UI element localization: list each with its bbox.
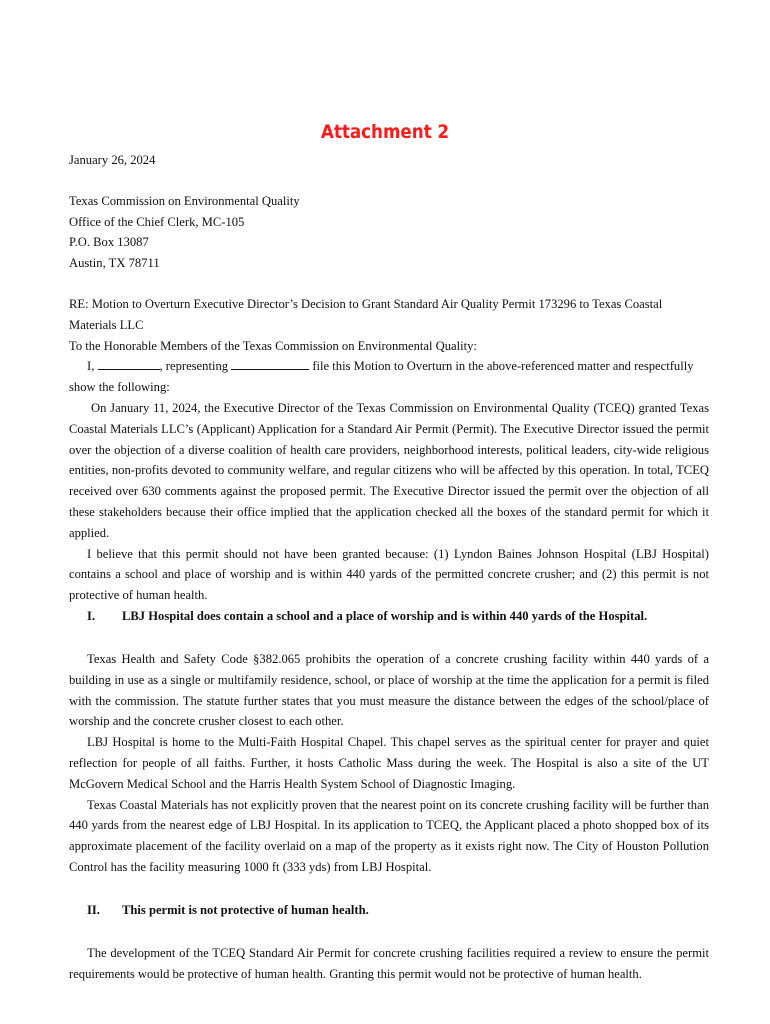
belief-paragraph: I believe that this permit should not have been granted because: (1) Lyndon Baines Johnson Hospital (LBJ Hospital) contains a school and place of worship and is within 440 yards of the permitted concrete crusher; and (2) this permit is not protective of human health. bbox=[69, 546, 709, 603]
health-paragraph: The development of the TCEQ Standard Air Permit for concrete crushing facilities required a review to ensure the permit requirements would be protective of human health. Granting this permit would not be protective of human health. bbox=[69, 945, 709, 981]
letter-date: January 26, 2024 bbox=[69, 153, 156, 167]
recipient-address bbox=[69, 191, 709, 274]
letter-body bbox=[69, 150, 709, 984]
address-line: Office of the Chief Clerk, MC-105 bbox=[69, 214, 245, 229]
address-line: P.O. Box 13087 bbox=[69, 235, 149, 250]
section-title: LBJ Hospital does contain a school and a place of worship and is within 440 yards of the Hospital. bbox=[122, 608, 648, 623]
intro-text: I, bbox=[87, 359, 98, 374]
section-heading-1 bbox=[69, 606, 709, 627]
organization-blank-line bbox=[231, 358, 309, 370]
section-number: I. bbox=[87, 608, 96, 623]
statute-paragraph: Texas Health and Safety Code §382.065 prohibits the operation of a concrete crushing facility within 440 yards of a building in use as a single or multifamily residence, school, or place of worship at the time the application for a permit is filed with the commission. The statute further states that you must measure the distance between the edges of the school/place of worship and the concrete crusher closest to each other. bbox=[69, 651, 709, 729]
attachment-title: Attachment 2 bbox=[320, 121, 450, 143]
section-heading-2 bbox=[69, 900, 709, 921]
re-line: RE: Motion to Overturn Executive Director’s Decision to Grant Standard Air Quality Permit 173296 to Texas Coastal Materials LLC bbox=[69, 296, 663, 332]
intro-paragraph bbox=[69, 356, 709, 398]
section-title: This permit is not protective of human health. bbox=[122, 902, 369, 917]
intro-text: , representing bbox=[159, 359, 232, 374]
intro-text: file this Motion to Overturn in the above-referenced matter and respectfully show the following: bbox=[69, 359, 694, 395]
background-paragraph: On January 11, 2024, the Executive Director of the Texas Commission on Environmental Quality (TCEQ) granted Texas Coastal Materials LLC’s (Applicant) Application for a Standard Air Permit (Permit). The Executive Director issued the permit over the objection of a diverse coalition of health care providers, neighborhood interests, political leaders, city-wide religious entities, non-profits devoted to community welfare, and regular citizens who will be affected by this operation. In total, TCEQ received over 630 comments against the proposed permit. The Executive Director issued the permit over the objection of all these stakeholders because their office implied that the application checked all the boxes of the standard permit for which it applied. bbox=[69, 400, 709, 540]
address-line: Austin, TX 78711 bbox=[69, 256, 160, 271]
salutation: To the Honorable Members of the Texas Commission on Environmental Quality: bbox=[69, 338, 477, 353]
address-line: Texas Commission on Environmental Quality bbox=[69, 193, 300, 208]
name-blank-line bbox=[98, 358, 160, 370]
chapel-paragraph: LBJ Hospital is home to the Multi-Faith Hospital Chapel. This chapel serves as the spiritual center for prayer and quiet reflection for people of all faiths. Further, it hosts Catholic Mass during the week. The Hospital is also a site of the UT McGovern Medical School and the Harris Health System School of Diagnostic Imaging. bbox=[69, 735, 709, 791]
section-number: II. bbox=[87, 902, 100, 917]
distance-paragraph: Texas Coastal Materials has not explicitly proven that the nearest point on its concrete crushing facility will be further than 440 yards from the nearest edge of LBJ Hospital. In its application to TCEQ, the Applicant placed a photo shopped box of its approximate placement of the facility overlaid on a map of the property as it exists right now. The City of Houston Pollution Control has the facility measuring 1000 ft (333 yds) from LBJ Hospital. bbox=[69, 797, 709, 874]
